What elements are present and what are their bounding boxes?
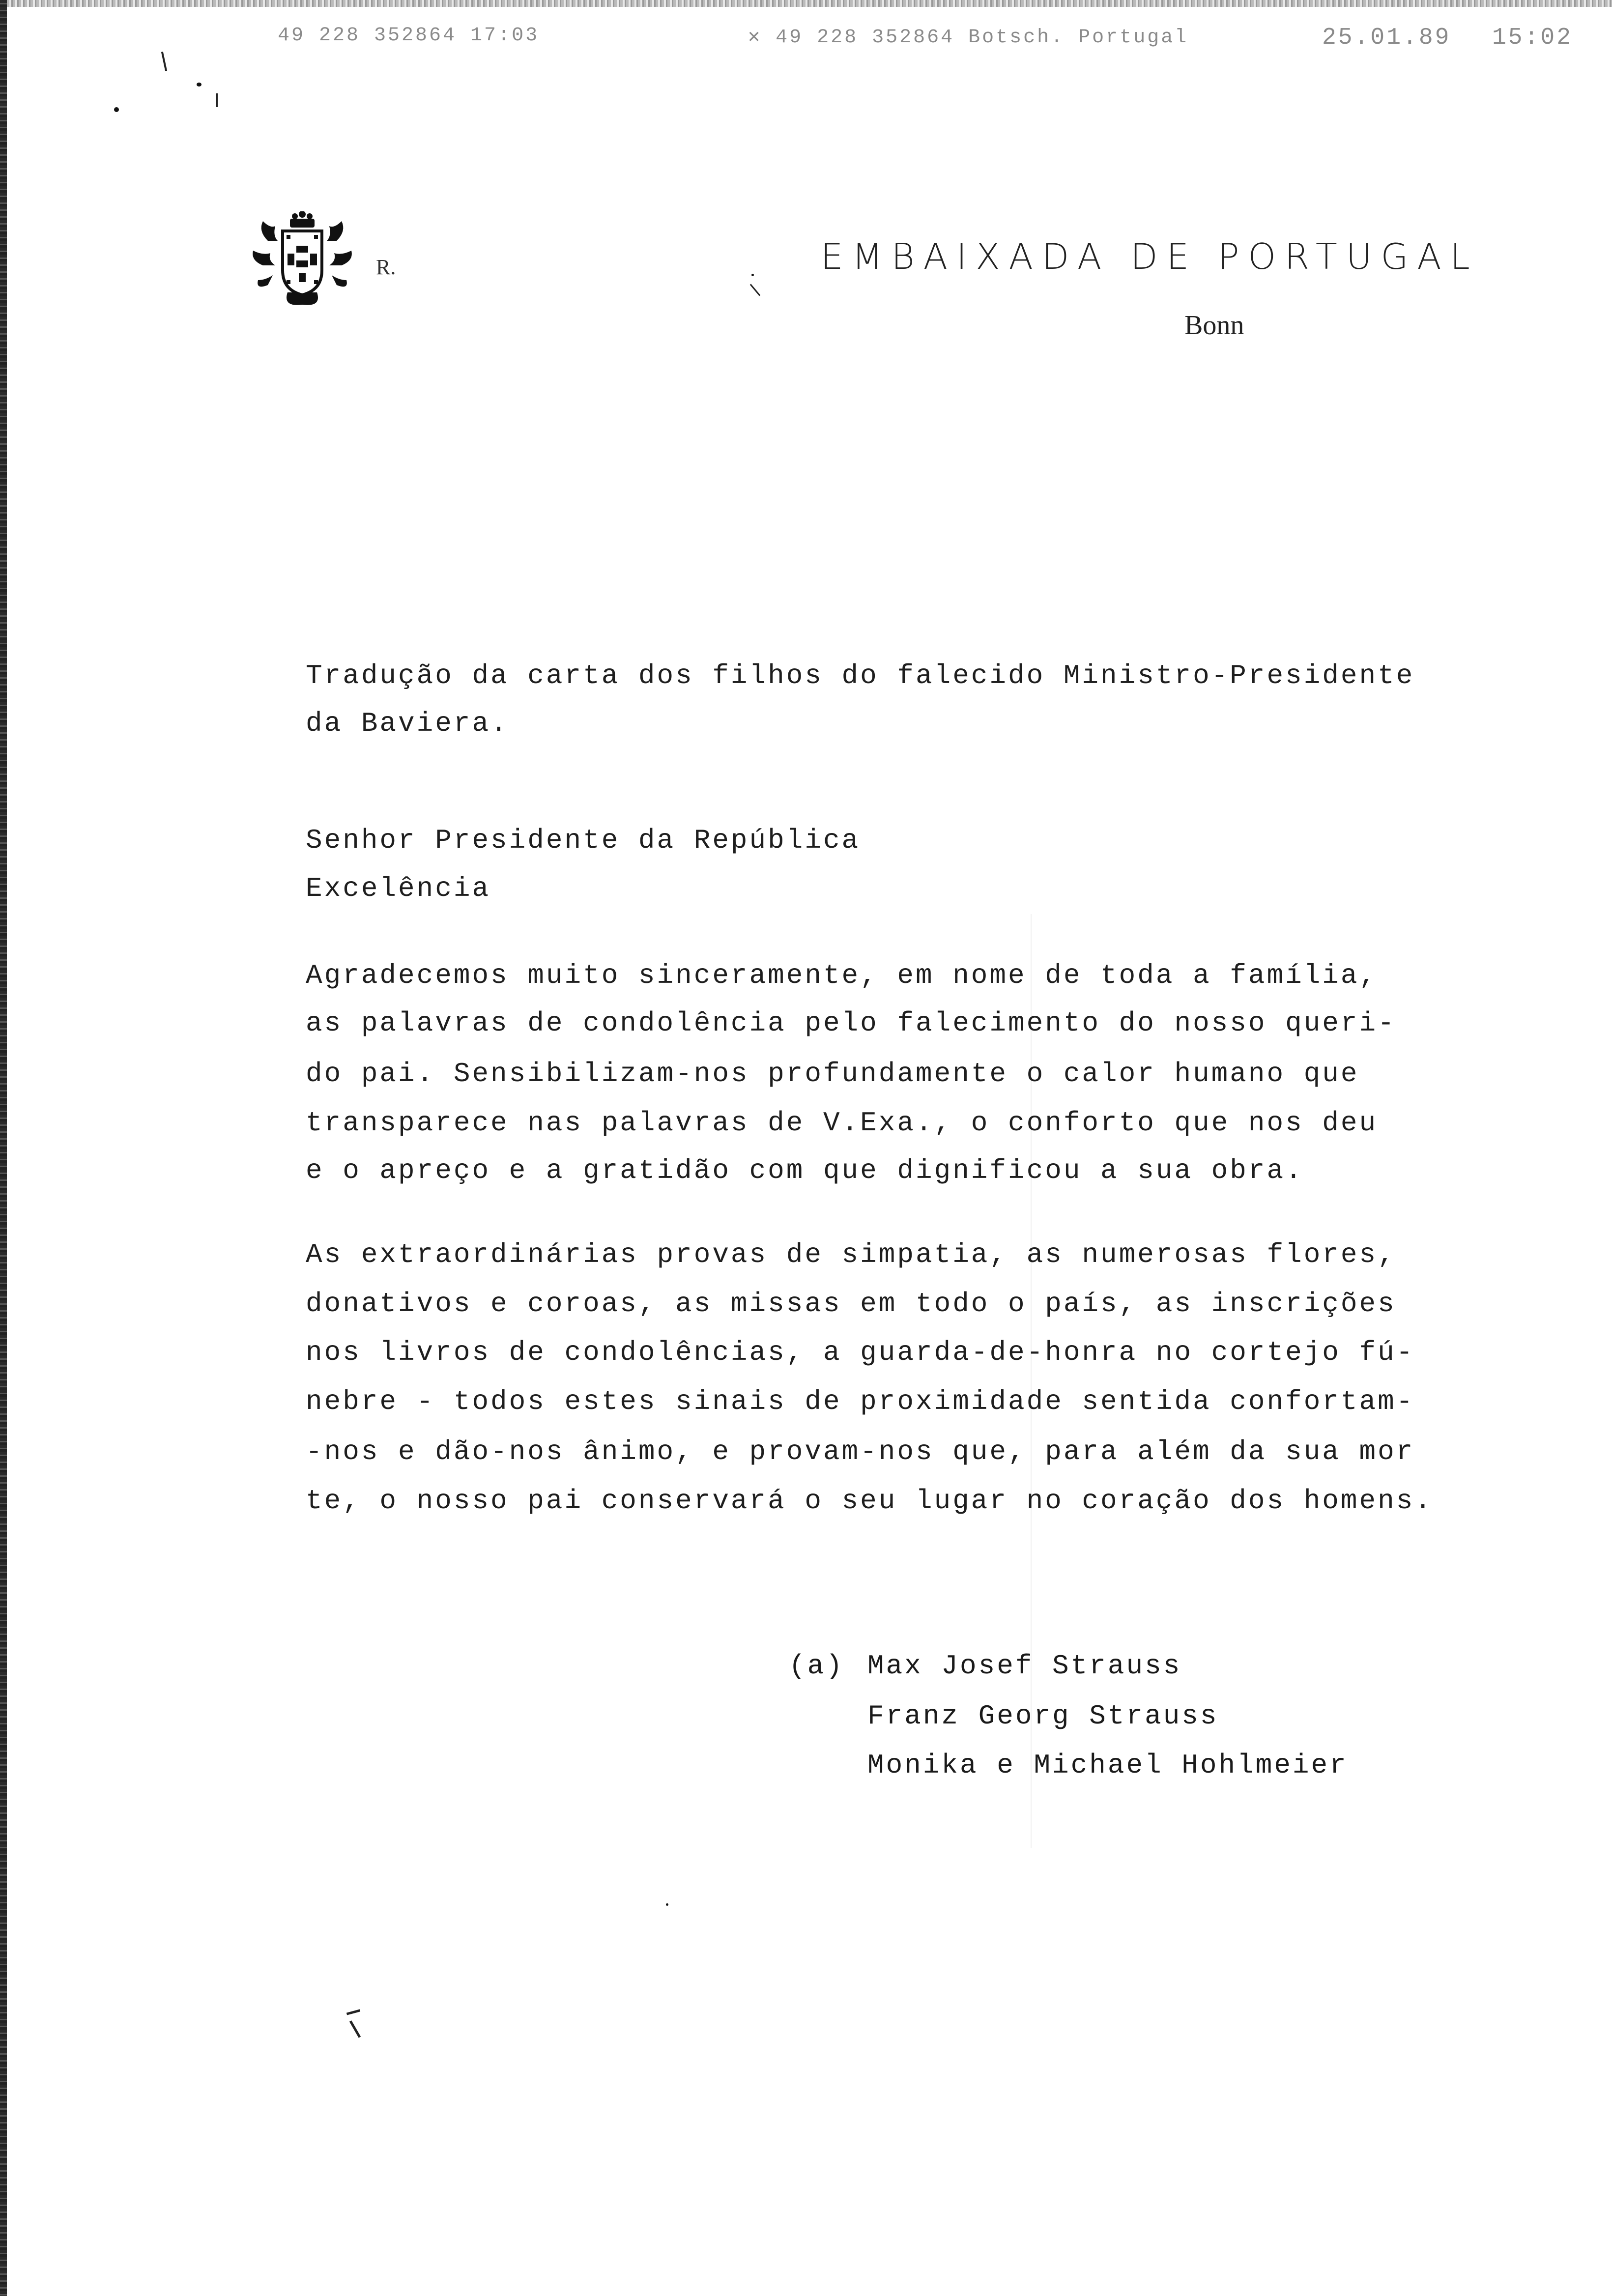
scan-mark	[216, 93, 218, 107]
fax-sender-number: 49 228 352864 17:03	[278, 25, 540, 47]
signature-name: Franz Georg Strauss	[867, 1700, 1219, 1732]
salutation-line: Excelência	[306, 873, 491, 904]
paragraph-line: e o apreço e a gratidão com que dignificou a sua obra.	[306, 1155, 1304, 1186]
paragraph-line: As extraordinárias provas de simpatia, as numerosas flores,	[306, 1239, 1396, 1270]
paragraph-line: donativos e coroas, as missas em todo o país, as inscrições	[306, 1288, 1396, 1320]
salutation-line: Senhor Presidente da República	[306, 825, 861, 856]
paragraph-line: do pai. Sensibilizam-nos profundamente o calor humano que	[306, 1058, 1359, 1090]
crest-mark: R.	[376, 255, 396, 279]
fax-station-id: ✕ 49 228 352864 Botsch. Portugal	[748, 27, 1189, 49]
embassy-name: EMBAIXADA DE PORTUGAL	[821, 236, 1479, 277]
scan-speck	[751, 274, 754, 276]
fax-date: 25.01.89	[1322, 25, 1451, 51]
signature-name: Monika e Michael Hohlmeier	[867, 1750, 1348, 1781]
embassy-city: Bonn	[1184, 310, 1244, 341]
scan-mark	[750, 284, 761, 296]
scan-speck	[197, 83, 202, 86]
fax-time: 15:02	[1492, 25, 1573, 51]
heading-line: da Baviera.	[306, 708, 509, 739]
scan-mark	[349, 2020, 361, 2038]
signature-prefix: (a)	[789, 1650, 844, 1682]
heading-line: Tradução da carta dos filhos do falecido Ministro-Presidente	[306, 660, 1415, 691]
paragraph-line: nos livros de condolências, a guarda-de-honra no cortejo fú-	[306, 1337, 1415, 1368]
scan-speck	[114, 107, 119, 112]
paragraph-line: nebre - todos estes sinais de proximidade sentida confortam-	[306, 1386, 1415, 1417]
fax-header	[0, 25, 1612, 54]
paragraph-line: te, o nosso pai conservará o seu lugar no coração dos homens.	[306, 1485, 1433, 1517]
scan-speck	[666, 1903, 668, 1906]
paragraph-line: as palavras de condolência pelo falecimento do nosso queri-	[306, 1007, 1396, 1039]
scan-mark	[346, 2009, 360, 2015]
signature-name: Max Josef Strauss	[867, 1650, 1182, 1682]
scan-edge	[0, 0, 7, 2296]
paragraph-line: Agradecemos muito sinceramente, em nome de toda a família,	[306, 960, 1378, 991]
scan-mark	[161, 52, 167, 71]
fax-transmission-band	[7, 0, 1612, 7]
paragraph-line: -nos e dão-nos ânimo, e provam-nos que, para além da sua mor	[306, 1436, 1415, 1467]
paragraph-line: transparece nas palavras de V.Exa., o conforto que nos deu	[306, 1107, 1378, 1139]
coat-of-arms-icon	[248, 211, 356, 310]
